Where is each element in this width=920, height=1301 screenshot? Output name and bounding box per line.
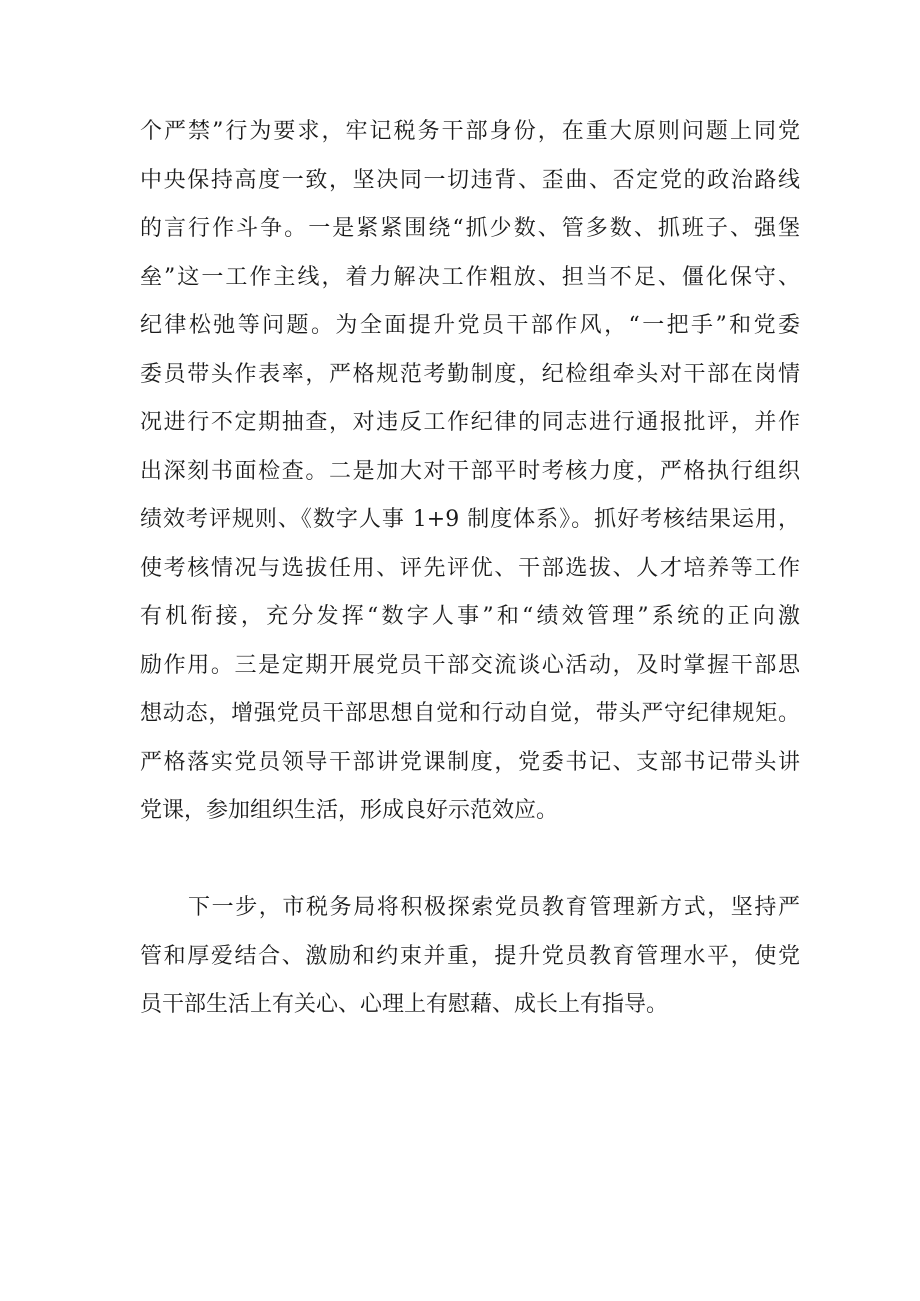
paragraph-line: 党课，参加组织生活，形成良好示范效应。 [140,798,559,823]
paragraph-line: 纪律松弛等问题。为全面提升党员干部作风，“一把手”和党委 [140,313,800,338]
paragraph-line: 委员带头作表率，严格规范考勤制度，纪检组牵头对干部在岗情 [140,362,800,387]
paragraph-line: 励作用。三是定期开展党员干部交流谈心活动，及时掌握干部思 [140,653,800,678]
paragraph-line: 想动态，增强党员干部思想自觉和行动自觉，带头严守纪律规矩。 [140,701,800,726]
paragraph-line: 下一步，市税务局将积极探索党员教育管理新方式，坚持严 [188,895,800,920]
paragraph-line: 绩效考评规则、《数字人事 1+9 制度体系》。抓好考核结果运用， [140,507,800,532]
paragraph-line: 严格落实党员领导干部讲党课制度，党委书记、支部书记带头讲 [140,750,800,775]
paragraph-line: 使考核情况与选拔任用、评先评优、干部选拔、人才培养等工作 [140,556,800,581]
paragraph-line: 的言行作斗争。一是紧紧围绕“抓少数、管多数、抓班子、强堡 [140,216,800,241]
paragraph-line: 垒”这一工作主线，着力解决工作粗放、担当不足、僵化保守、 [140,265,800,290]
paragraph-line: 出深刻书面检查。二是加大对干部平时考核力度，严格执行组织 [140,459,800,484]
paragraph-line: 管和厚爱结合、激励和约束并重，提升党员教育管理水平，使党 [140,944,800,969]
paragraph-line: 员干部生活上有关心、心理上有慰藉、成长上有指导。 [140,992,669,1017]
paragraph-line: 有机衔接，充分发挥“数字人事”和“绩效管理”系统的正向激 [140,604,800,629]
paragraph-line: 况进行不定期抽查，对违反工作纪律的同志进行通报批评，并作 [140,410,800,435]
paragraph-line: 中央保持高度一致，坚决同一切违背、歪曲、否定党的政治路线 [140,168,800,193]
paragraph-line: 个严禁”行为要求，牢记税务干部身份，在重大原则问题上同党 [140,119,800,144]
